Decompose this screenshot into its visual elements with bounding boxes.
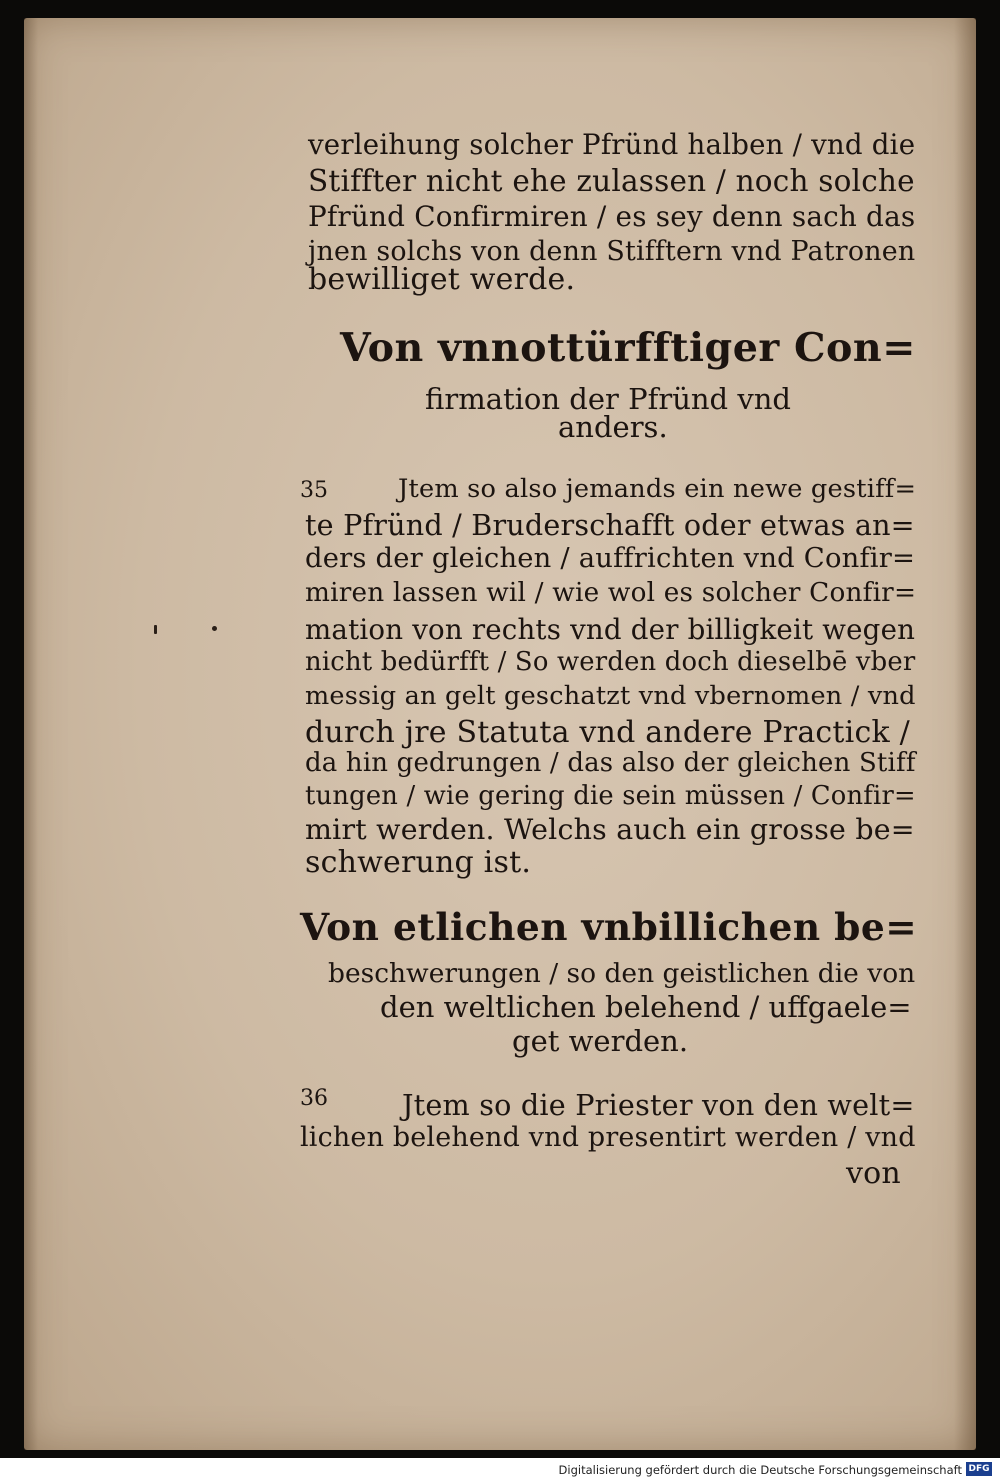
- body-line: schwerung ist.: [305, 845, 532, 880]
- page-shadow-right: [954, 18, 976, 1450]
- body-line: Jtem so die Priester von den welt=: [402, 1088, 915, 1122]
- section-heading-line: den weltlichen belehend / uffgaele=: [380, 990, 912, 1024]
- footer-credit: Digitalisierung gefördert durch die Deutsche Forschungsgemeinschaft: [558, 1463, 962, 1477]
- body-line: miren lassen wil / wie wol es solcher Confir=: [305, 578, 917, 608]
- dfg-logo: DFG: [966, 1462, 992, 1476]
- section-heading-line: get werden.: [512, 1024, 689, 1058]
- body-line: da hin gedrungen / das also der gleichen Stiff: [305, 748, 916, 778]
- body-line: messig an gelt geschatzt vnd vbernomen / vnd: [305, 681, 916, 711]
- body-line: te Pfründ / Bruderschafft oder etwas an=: [305, 508, 915, 542]
- body-line: mation von rechts vnd der billigkeit wegen: [305, 613, 916, 646]
- body-line: ders der gleichen / auffrichten vnd Confir=: [305, 543, 916, 574]
- section-heading-line: firmation der Pfründ vnd: [425, 382, 791, 416]
- paper-speck: [154, 625, 157, 634]
- paper-speck: [212, 626, 217, 631]
- section-heading: Von etlichen vnbillichen be=: [300, 905, 918, 949]
- section-heading-line: beschwerungen / so den geistlichen die von: [328, 958, 916, 989]
- body-line: verleihung solcher Pfründ halben / vnd die: [308, 128, 916, 161]
- body-line: lichen belehend vnd presentirt werden / vnd: [300, 1122, 916, 1153]
- body-line: mirt werden. Welchs auch ein grosse be=: [305, 813, 915, 846]
- catchword: von: [846, 1156, 901, 1191]
- section-heading-line: anders.: [558, 410, 668, 444]
- section-number: 35: [300, 478, 328, 503]
- section-number: 36: [300, 1086, 328, 1111]
- body-line: Jtem so also jemands ein newe gestiff=: [398, 474, 917, 504]
- body-line: nicht bedürfft / So werden doch dieselbē vber: [305, 647, 916, 677]
- page-shadow-left: [24, 18, 38, 1450]
- section-heading: Von vnnottürfftiger Con=: [340, 325, 916, 371]
- body-line: Stiffter nicht ehe zulassen / noch solche: [308, 164, 915, 198]
- body-line: jnen solchs von denn Stifftern vnd Patronen: [308, 236, 916, 267]
- body-line: Pfründ Confirmiren / es sey denn sach das: [308, 200, 916, 233]
- body-line: tungen / wie gering die sein müssen / Confir=: [305, 781, 916, 811]
- body-line: bewilliget werde.: [308, 262, 576, 297]
- body-line: durch jre Statuta vnd andere Practick /: [305, 715, 910, 750]
